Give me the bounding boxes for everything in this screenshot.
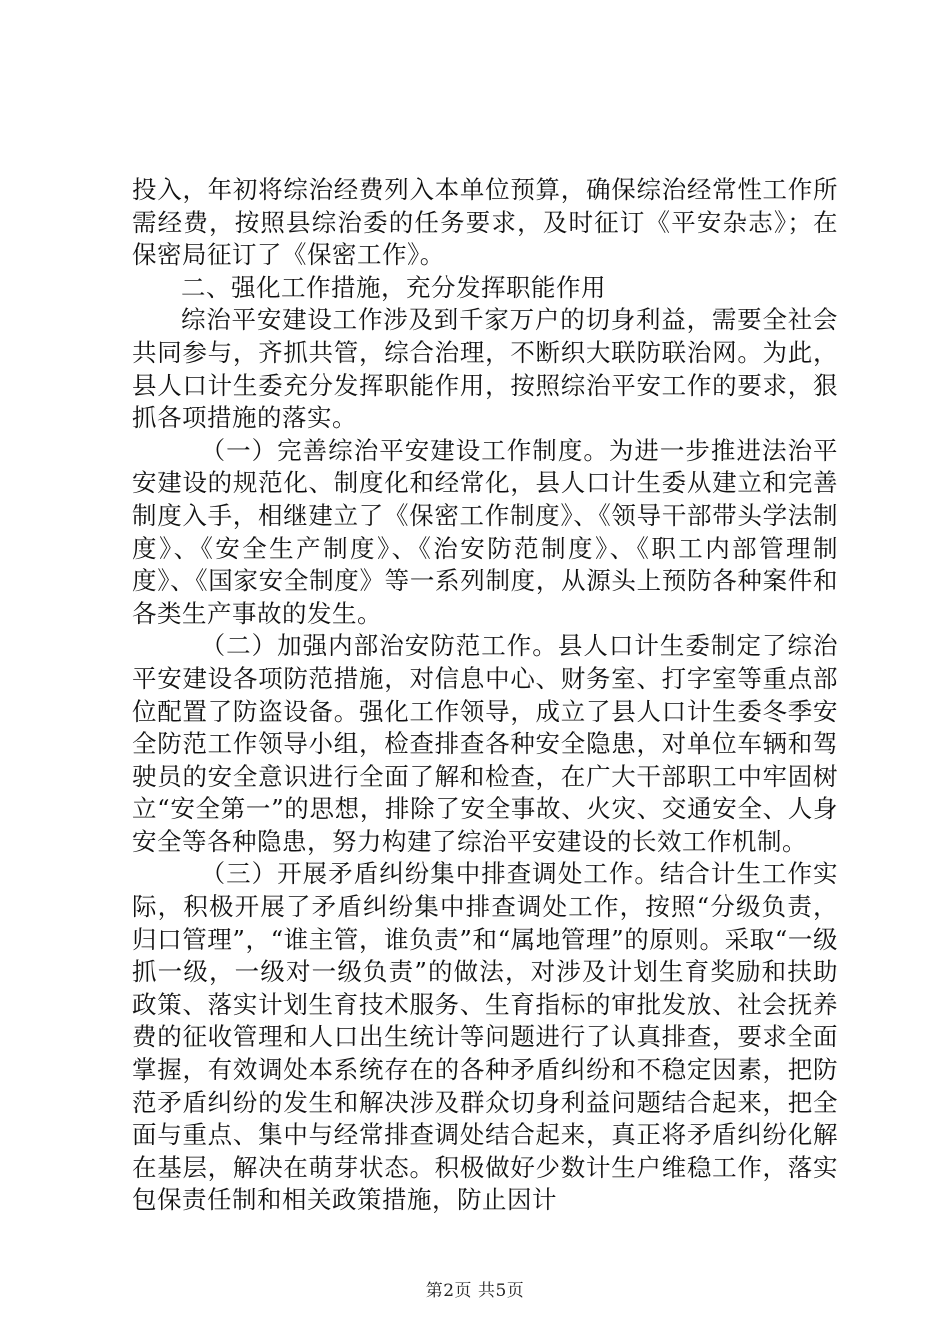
- page-footer: 第2页 共5页: [425, 1281, 525, 1301]
- document-body: [132, 174, 838, 1217]
- paragraph-intro: 综治平安建设工作涉及到千家万户的切身利益，需要全社会共同参与，齐抓共管，综合治理，不断织大联防联治网。为此，县人口计生委充分发挥职能作用，按照综治平安工作的要求，狠抓各项措施的落实。: [132, 305, 838, 433]
- section-heading: 二、强化工作措施，充分发挥职能作用: [181, 272, 606, 302]
- paragraph-item-2: （二）加强内部治安防范工作。县人口计生委制定了综治平安建设各项防范措施，对信息中心、财务室、打字室等重点部位配置了防盗设备。强化工作领导，成立了县人口计生委冬季安全防范工作领导小组，检查排查各种安全隐患，对单位车辆和驾驶员的安全意识进行全面了解和检查，在广大干部职工中牢固树立“安全第一”的思想，排除了安全事故、火灾、交通安全、人身安全等各种隐患，努力构建了综治平安建设的长效工作机制。: [132, 631, 838, 856]
- paragraph-item-3: （三）开展矛盾纠纷集中排查调处工作。结合计生工作实际，积极开展了矛盾纠纷集中排查调处工作，按照“分级负责，归口管理”，“谁主管，谁负责”和“属地管理”的原则。采取“一级抓一级，一级对一级负责”的做法，对涉及计划生育奖励和扶助政策、落实计划生育技术服务、生育指标的审批发放、社会抚养费的征收管理和人口出生统计等问题进行了认真排查，要求全面掌握，有效调处本系统存在的各种矛盾纠纷和不稳定因素，把防范矛盾纠纷的发生和解决涉及群众切身利益问题结合起来，把全面与重点、集中与经常排查调处结合起来，真正将矛盾纠纷化解在基层，解决在萌芽状态。积极做好少数计生户维稳工作，落实包保责任制和相关政策措施，防止因计: [132, 859, 838, 1215]
- paragraph-item-1: （一）完善综治平安建设工作制度。为进一步推进法治平安建设的规范化、制度化和经常化，县人口计生委从建立和完善制度入手，相继建立了《保密工作制度》、《领导干部带头学法制度》、《安全生产制度》、《治安防范制度》、《职工内部管理制度》、《国家安全制度》等一系列制度，从源头上预防各种案件和各类生产事故的发生。: [132, 435, 838, 628]
- paragraph-continuation: 投入，年初将综治经费列入本单位预算，确保综治经常性工作所需经费，按照县综治委的任务要求，及时征订《平安杂志》；在保密局征订了《保密工作》。: [132, 175, 838, 270]
